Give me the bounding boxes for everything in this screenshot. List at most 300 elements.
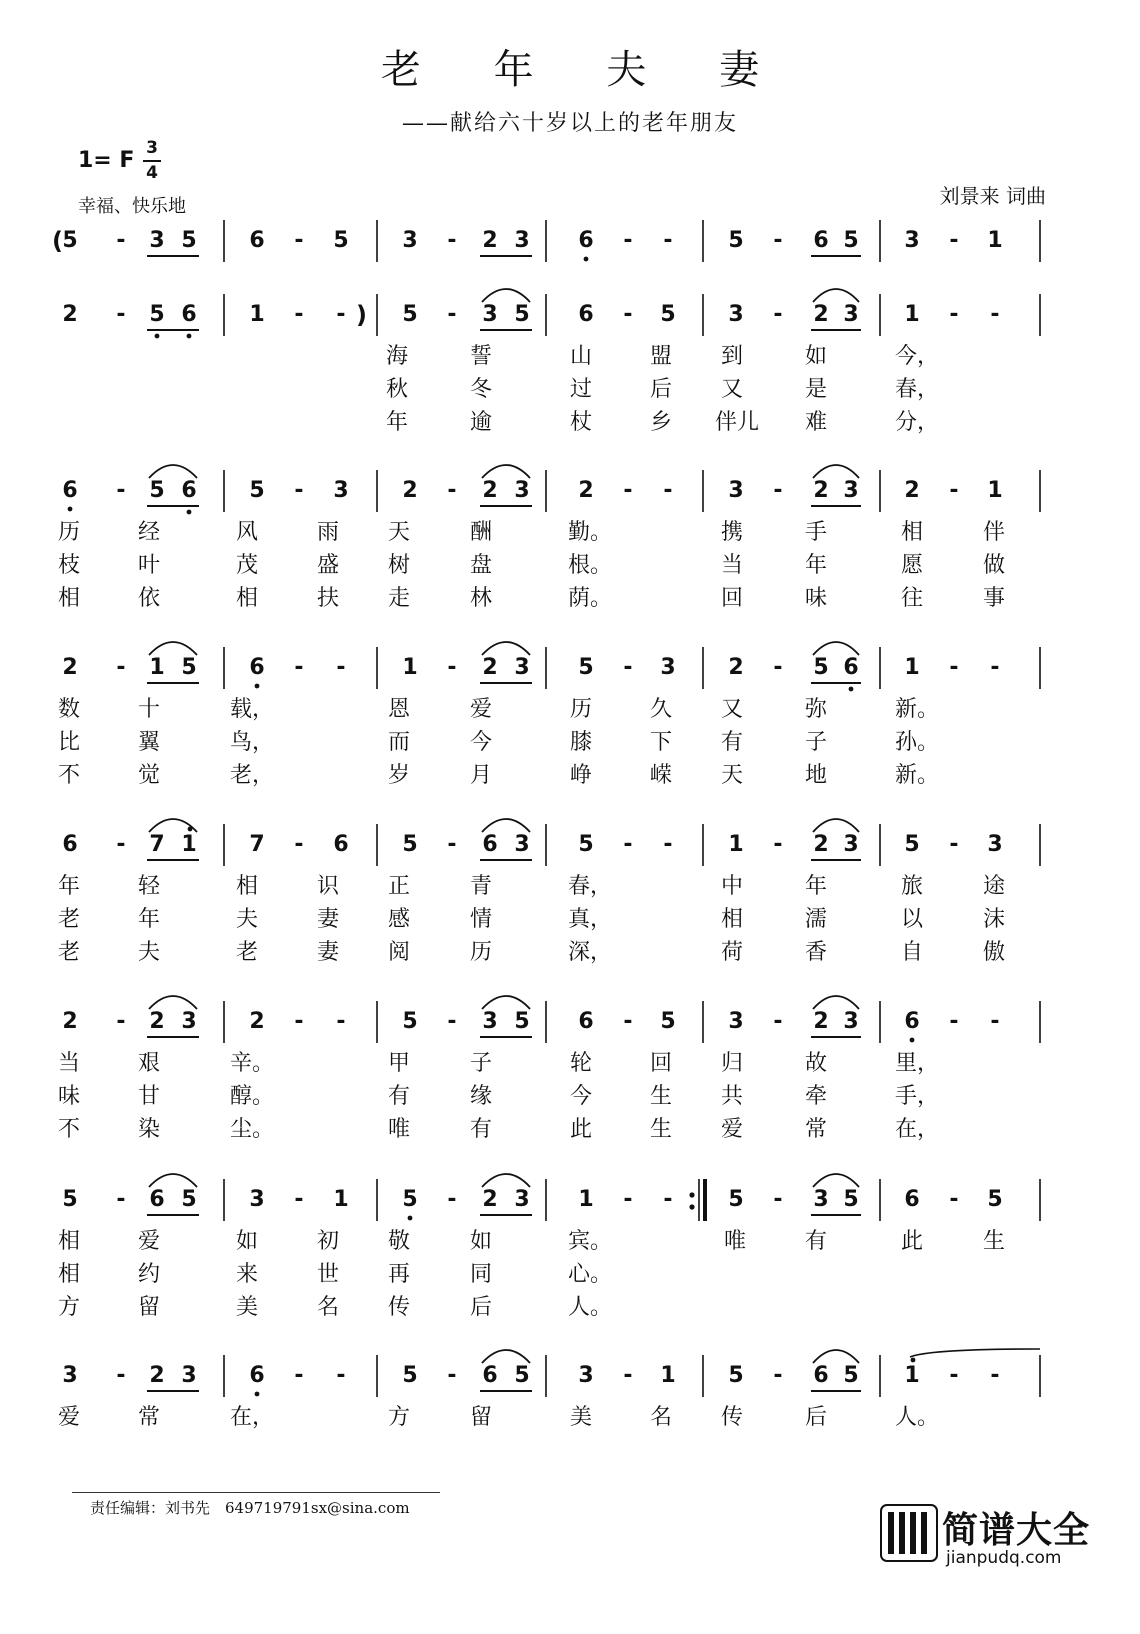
note-digit: 5: [660, 1009, 676, 1034]
lyric-char: 轮: [570, 1051, 593, 1076]
intro-open-paren: (: [52, 227, 63, 255]
lyric-char: 伴: [983, 520, 1006, 545]
dash-extension: -: [949, 1009, 959, 1034]
lyric-char: 年: [138, 907, 161, 932]
note-digit: 2: [402, 478, 418, 503]
note-digit: 5: [514, 1009, 530, 1034]
slur: [149, 465, 197, 478]
lyric-char: 不: [58, 1117, 81, 1142]
note-digit: 5: [181, 228, 197, 253]
dash-extension: -: [294, 655, 304, 680]
lyric-char: 以: [901, 907, 924, 932]
lyric-char: 手，: [895, 1084, 940, 1109]
lyric-char: 识: [317, 874, 340, 899]
lyric-char: 醇。: [230, 1084, 275, 1109]
note-digit: 5: [402, 302, 418, 327]
lyric-char: 久: [650, 697, 673, 722]
slur: [482, 1174, 530, 1187]
lyric-char: 生: [650, 1084, 673, 1109]
dash-extension: -: [949, 228, 959, 253]
note-digit: 6: [62, 832, 78, 857]
lyric-char: 旅: [901, 874, 924, 899]
note-digit: 5: [843, 228, 859, 253]
note-digit: 1: [987, 478, 1003, 503]
lyric-char: 恩: [388, 697, 411, 722]
lyric-char: 真，: [568, 907, 613, 932]
lyric-char: 十: [138, 697, 161, 722]
lyric-char: 林: [470, 586, 493, 611]
editor-credit: 责任编辑：刘书先 649719791sx@sina.com: [90, 1499, 410, 1517]
lyric-char: 鸟，: [230, 730, 275, 755]
dash-extension: -: [116, 655, 126, 680]
lyric-char: 留: [470, 1405, 493, 1430]
composer-credit: 刘景来 词曲: [939, 184, 1046, 208]
lyric-char: 天: [721, 763, 744, 788]
octave-dot-below: [187, 334, 192, 339]
note-digit: 5: [728, 228, 744, 253]
lyric-char: 今: [570, 1084, 593, 1109]
lyric-char: 冬: [470, 377, 493, 402]
slur: [482, 642, 530, 655]
slur: [813, 642, 859, 655]
lyric-char: 杖: [570, 410, 593, 435]
dash-extension: -: [949, 302, 959, 327]
lyric-char: 地: [805, 763, 828, 788]
dash-extension: -: [294, 302, 304, 327]
site-logo: [880, 1502, 1120, 1628]
lyric-char: 手: [805, 520, 828, 545]
lyric-char: 夫: [236, 907, 259, 932]
lyric-char: 正: [388, 874, 411, 899]
dash-extension: -: [773, 228, 783, 253]
note-digit: 6: [181, 302, 197, 327]
lyric-char: 甘: [138, 1084, 161, 1109]
lyric-char: 阅: [388, 940, 411, 965]
dash-extension: -: [773, 1187, 783, 1212]
dash-extension: -: [773, 655, 783, 680]
time-signature: [142, 138, 162, 184]
lyric-char: 传: [388, 1295, 411, 1320]
slur: [149, 996, 197, 1009]
dash-extension: -: [623, 1363, 633, 1388]
note-digit: 5: [578, 655, 594, 680]
lyric-char: 如: [470, 1229, 493, 1254]
lyric-char: 年: [58, 874, 81, 899]
lyric-char: 当: [721, 553, 744, 578]
note-digit: 3: [904, 228, 920, 253]
dash-extension: -: [773, 302, 783, 327]
note-digit: 5: [249, 478, 265, 503]
logo-url: jianpudq.com: [946, 1548, 1062, 1568]
lyric-char: 根。: [568, 553, 613, 578]
dash-extension: -: [663, 832, 673, 857]
octave-dot-above: [188, 827, 193, 832]
note-digit: 2: [62, 302, 78, 327]
lyric-char: 爱: [721, 1117, 744, 1142]
note-digit: 1: [660, 1363, 676, 1388]
slur: [813, 819, 859, 832]
lyric-char: 觉: [138, 763, 161, 788]
note-digit: 5: [578, 832, 594, 857]
dash-extension: -: [949, 655, 959, 680]
dash-extension: -: [116, 478, 126, 503]
lyric-char: 辛。: [230, 1051, 275, 1076]
lyric-char: 方: [58, 1295, 81, 1320]
lyric-char: 岁: [388, 763, 411, 788]
lyric-char: 唯: [724, 1229, 747, 1254]
lyric-char: 风: [236, 520, 259, 545]
note-digit: 5: [62, 228, 78, 253]
lyric-char: 盘: [470, 553, 493, 578]
lyric-char: 来: [236, 1262, 259, 1287]
lyric-char: 傲: [983, 940, 1006, 965]
note-digit: 2: [813, 478, 829, 503]
lyric-char: 今: [470, 730, 493, 755]
dash-extension: -: [773, 1009, 783, 1034]
lyric-char: 做: [983, 553, 1006, 578]
note-digit: 6: [813, 228, 829, 253]
note-digit: 2: [249, 1009, 265, 1034]
lyric-char: 相: [58, 586, 81, 611]
note-digit: 1: [402, 655, 418, 680]
lyric-char: 过: [570, 377, 593, 402]
lyric-char: 如: [236, 1229, 259, 1254]
dash-extension: -: [294, 1363, 304, 1388]
lyric-char: 老: [58, 940, 81, 965]
lyric-char: 自: [901, 940, 924, 965]
time-signature-bottom: 4: [146, 163, 158, 183]
lyric-char: 艰: [138, 1051, 161, 1076]
piano-logo-icon: [880, 1504, 938, 1562]
row-staff-marks: [0, 1317, 1140, 1467]
lyric-char: 历: [58, 520, 81, 545]
lyric-char: 有: [805, 1229, 828, 1254]
lyric-char: 妻: [317, 940, 340, 965]
time-signature-top: 3: [146, 138, 158, 158]
lyric-char: 夫: [138, 940, 161, 965]
slur: [813, 465, 859, 478]
octave-dot-below: [255, 684, 260, 689]
lyric-char: 宾。: [568, 1229, 613, 1254]
note-digit: 6: [181, 478, 197, 503]
lyric-char: 轻: [138, 874, 161, 899]
dash-extension: -: [294, 478, 304, 503]
note-digit: 1: [181, 832, 197, 857]
lyric-char: 此: [570, 1117, 593, 1142]
note-digit: 5: [181, 1187, 197, 1212]
note-digit: 3: [514, 832, 530, 857]
note-digit: 2: [578, 478, 594, 503]
lyric-char: 新。: [895, 763, 940, 788]
slur: [482, 465, 530, 478]
lyric-char: 扶: [317, 586, 340, 611]
note-digit: 3: [249, 1187, 265, 1212]
dash-extension: -: [116, 1363, 126, 1388]
note-digit: 3: [578, 1363, 594, 1388]
note-digit: 6: [333, 832, 349, 857]
note-digit: 5: [904, 832, 920, 857]
dash-extension: -: [116, 1009, 126, 1034]
dash-extension: -: [447, 832, 457, 857]
lyric-char: 情: [470, 907, 493, 932]
lyric-char: 相: [236, 586, 259, 611]
lyric-char: 染: [138, 1117, 161, 1142]
lyric-char: 相: [901, 520, 924, 545]
tie-continuation: [910, 1349, 1040, 1357]
lyric-char: 味: [805, 586, 828, 611]
lyric-char: 逾: [470, 410, 493, 435]
lyric-char: 尘。: [230, 1117, 275, 1142]
lyric-char: 年: [805, 874, 828, 899]
dash-extension: -: [623, 1009, 633, 1034]
slur: [482, 289, 530, 302]
slur: [482, 819, 530, 832]
octave-dot-below: [155, 334, 160, 339]
note-digit: 3: [660, 655, 676, 680]
note-digit: 1: [149, 655, 165, 680]
dash-extension: -: [990, 655, 1000, 680]
lyric-char: 有: [388, 1084, 411, 1109]
note-digit: 6: [62, 478, 78, 503]
dash-extension: -: [623, 1187, 633, 1212]
note-digit: 7: [249, 832, 265, 857]
lyric-char: 年: [805, 553, 828, 578]
lyric-char: 春，: [568, 874, 613, 899]
lyric-char: 美: [236, 1295, 259, 1320]
dash-extension: -: [990, 1009, 1000, 1034]
lyric-char: 味: [58, 1084, 81, 1109]
dash-extension: -: [116, 1187, 126, 1212]
note-digit: 1: [904, 655, 920, 680]
lyric-char: 在，: [230, 1405, 275, 1430]
note-digit: 1: [904, 1363, 920, 1388]
dash-extension: -: [663, 228, 673, 253]
lyric-char: 又: [721, 377, 744, 402]
note-digit: 3: [482, 1009, 498, 1034]
note-digit: 3: [728, 302, 744, 327]
note-digit: 6: [578, 228, 594, 253]
note-digit: 3: [813, 1187, 829, 1212]
lyric-char: 勤。: [568, 520, 613, 545]
lyric-char: 秋: [386, 377, 409, 402]
lyric-char: 故: [805, 1051, 828, 1076]
octave-dot-below: [849, 687, 854, 692]
lyric-char: 相: [58, 1229, 81, 1254]
lyric-char: 春，: [895, 377, 940, 402]
slur: [149, 1174, 197, 1187]
lyric-char: 雨: [317, 520, 340, 545]
lyric-char: 峥: [570, 763, 593, 788]
dash-extension: -: [294, 1009, 304, 1034]
note-digit: 7: [149, 832, 165, 857]
lyric-char: 翼: [138, 730, 161, 755]
lyric-char: 膝: [570, 730, 593, 755]
note-digit: 2: [904, 478, 920, 503]
lyric-char: 历: [570, 697, 593, 722]
lyric-char: 牵: [805, 1084, 828, 1109]
slur: [813, 1350, 859, 1363]
lyric-char: 途: [983, 874, 1006, 899]
lyric-char: 子: [470, 1051, 493, 1076]
dash-extension: -: [294, 228, 304, 253]
note-digit: 5: [728, 1363, 744, 1388]
dash-extension: -: [990, 302, 1000, 327]
note-digit: 3: [728, 1009, 744, 1034]
lyric-char: 归: [721, 1051, 744, 1076]
key-signature: 1= F: [78, 148, 135, 173]
score-row: [0, 256, 1140, 435]
lyric-char: 载，: [230, 697, 275, 722]
lyric-char: 天: [388, 520, 411, 545]
lyric-char: 而: [388, 730, 411, 755]
lyric-char: 有: [721, 730, 744, 755]
note-digit: 3: [62, 1363, 78, 1388]
lyric-char: 生: [650, 1117, 673, 1142]
lyric-char: 留: [138, 1295, 161, 1320]
note-digit: 5: [728, 1187, 744, 1212]
note-digit: 3: [514, 1187, 530, 1212]
lyric-char: 方: [388, 1405, 411, 1430]
logo-brand: 简谱大全: [942, 1510, 1091, 1551]
note-digit: 5: [402, 1187, 418, 1212]
note-digit: 5: [514, 302, 530, 327]
lyric-char: 年: [386, 410, 409, 435]
note-digit: 3: [843, 478, 859, 503]
lyric-char: 常: [805, 1117, 828, 1142]
note-digit: 6: [813, 1363, 829, 1388]
dash-extension: -: [990, 1363, 1000, 1388]
dash-extension: -: [336, 302, 346, 327]
lyric-char: 孙。: [895, 730, 940, 755]
lyric-char: 携: [721, 520, 744, 545]
lyric-char: 妻: [317, 907, 340, 932]
lyric-char: 约: [138, 1262, 161, 1287]
slur: [149, 642, 197, 655]
lyric-char: 初: [317, 1229, 340, 1254]
lyric-char: 愿: [901, 553, 924, 578]
lyric-char: 誓: [470, 344, 493, 369]
lyric-char: 回: [721, 586, 744, 611]
lyric-char: 依: [138, 586, 161, 611]
note-digit: 5: [149, 302, 165, 327]
note-digit: 6: [149, 1187, 165, 1212]
lyric-char: 深，: [568, 940, 613, 965]
note-digit: 3: [181, 1009, 197, 1034]
note-digit: 3: [514, 228, 530, 253]
lyric-char: 同: [470, 1262, 493, 1287]
lyric-char: 树: [388, 553, 411, 578]
intro-close-paren: ): [356, 301, 367, 329]
dash-extension: -: [623, 832, 633, 857]
dash-extension: -: [447, 302, 457, 327]
note-digit: 2: [482, 478, 498, 503]
note-digit: 5: [813, 655, 829, 680]
lyric-char: 相: [58, 1262, 81, 1287]
lyric-char: 甲: [388, 1051, 411, 1076]
note-digit: 2: [482, 655, 498, 680]
note-digit: 6: [578, 302, 594, 327]
note-digit: 1: [987, 228, 1003, 253]
song-title: 老 年 夫 妻: [380, 47, 790, 93]
lyric-char: 爱: [470, 697, 493, 722]
note-digit: 6: [904, 1187, 920, 1212]
note-digit: 6: [482, 832, 498, 857]
slur: [482, 1350, 530, 1363]
lyric-char: 茂: [236, 553, 259, 578]
lyric-char: 子: [805, 730, 828, 755]
lyric-char: 香: [805, 940, 828, 965]
lyric-char: 老: [58, 907, 81, 932]
lyric-char: 伴儿: [715, 410, 760, 435]
lyric-char: 老，: [230, 763, 275, 788]
lyric-char: 名: [650, 1405, 673, 1430]
dash-extension: -: [773, 1363, 783, 1388]
dash-extension: -: [336, 655, 346, 680]
note-digit: 3: [843, 1009, 859, 1034]
lyric-char: 中: [721, 874, 744, 899]
lyric-char: 酬: [470, 520, 493, 545]
dash-extension: -: [447, 1009, 457, 1034]
note-digit: 2: [62, 1009, 78, 1034]
lyric-char: 今，: [895, 344, 940, 369]
score-row: [0, 1317, 1140, 1467]
note-digit: 5: [660, 302, 676, 327]
octave-dot-below: [910, 1038, 915, 1043]
repeat-dot: [689, 1192, 694, 1197]
note-digit: 5: [402, 1009, 418, 1034]
note-digit: 5: [514, 1363, 530, 1388]
lyric-char: 生: [983, 1229, 1006, 1254]
dash-extension: -: [447, 228, 457, 253]
lyric-char: 走: [388, 586, 411, 611]
score-row: [0, 1141, 1140, 1320]
dash-extension: -: [447, 1187, 457, 1212]
lyric-char: 荫。: [568, 586, 613, 611]
lyric-char: 盛: [317, 553, 340, 578]
lyric-char: 有: [470, 1117, 493, 1142]
note-digit: 2: [482, 1187, 498, 1212]
dash-extension: -: [447, 655, 457, 680]
lyric-char: 青: [470, 874, 493, 899]
note-digit: 2: [482, 228, 498, 253]
dash-extension: -: [663, 478, 673, 503]
note-digit: 1: [578, 1187, 594, 1212]
note-digit: 3: [987, 832, 1003, 857]
song-subtitle: ——献给六十岁以上的老年朋友: [401, 111, 738, 136]
lyric-char: 爱: [138, 1229, 161, 1254]
lyric-char: 不: [58, 763, 81, 788]
lyric-char: 历: [470, 940, 493, 965]
lyric-char: 枝: [58, 553, 81, 578]
dash-extension: -: [116, 302, 126, 327]
lyric-char: 传: [721, 1405, 744, 1430]
dash-extension: -: [949, 1187, 959, 1212]
lyric-char: 沫: [983, 907, 1006, 932]
note-digit: 2: [813, 302, 829, 327]
footer-divider: [72, 1492, 440, 1493]
dash-extension: -: [949, 1363, 959, 1388]
lyric-char: 如: [805, 344, 828, 369]
lyric-char: 盟: [650, 344, 673, 369]
note-digit: 3: [333, 478, 349, 503]
lyric-char: 爱: [58, 1405, 81, 1430]
note-digit: 2: [62, 655, 78, 680]
note-digit: 3: [843, 832, 859, 857]
dash-extension: -: [116, 228, 126, 253]
dash-extension: -: [663, 1187, 673, 1212]
lyric-char: 唯: [388, 1117, 411, 1142]
dash-extension: -: [623, 228, 633, 253]
